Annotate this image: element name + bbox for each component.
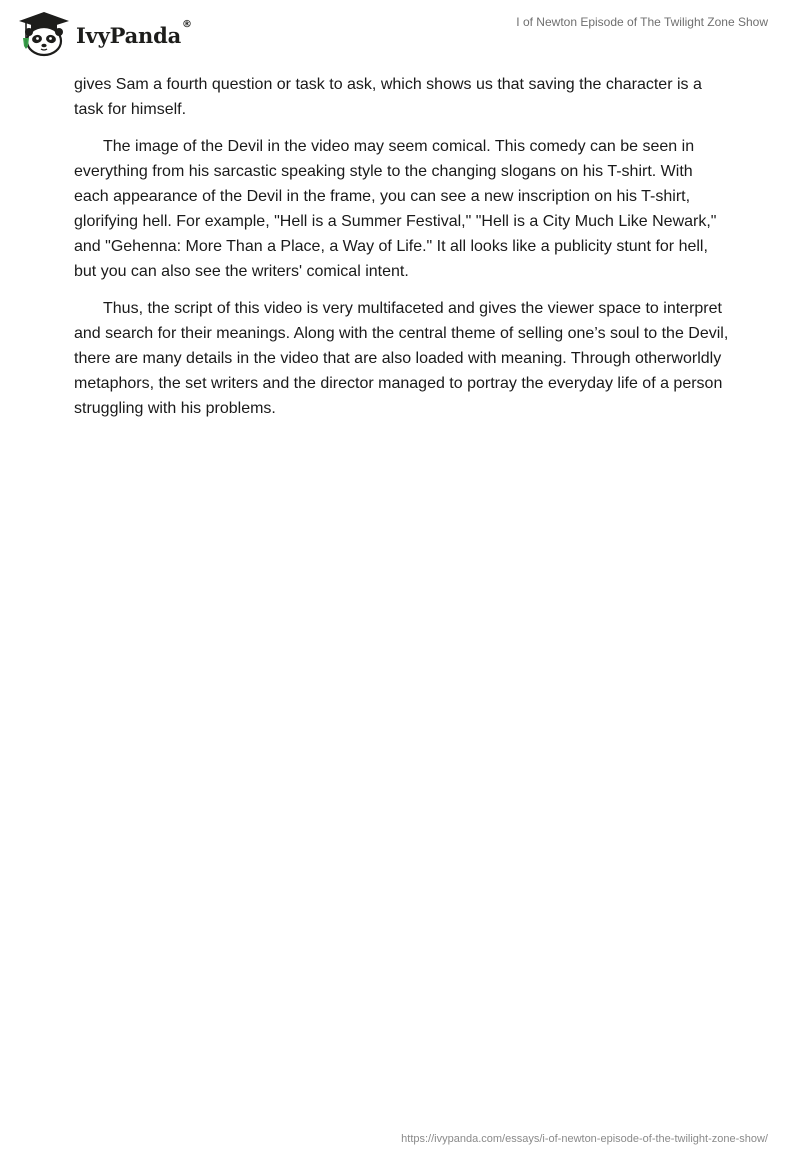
brand-name-text: IvyPanda	[76, 22, 182, 48]
panda-graduation-cap-icon	[14, 8, 74, 58]
ivypanda-logo[interactable]	[14, 8, 192, 58]
paragraph-continued: gives Sam a fourth question or task to ask, which shows us that saving the character is a task for himself.	[74, 76, 702, 118]
page-header	[0, 0, 800, 64]
paragraph-devil-image: The image of the Devil in the video may seem comical. This comedy can be seen in everything from his sarcastic speaking style to the changing slogans on his T-shirt. With each appearance of the Devil in the frame, you can see a new inscription on his T-shirt, glorifying hell. For example, "Hell is a Summer Festival," "Hell is a City Much Like Newark," and "Gehenna: More Than a Place, a Way of Life." It all looks like a publicity stunt for hell, but you can also see the writers' comical intent.	[74, 138, 717, 280]
paragraph-conclusion: Thus, the script of this video is very multifaceted and gives the viewer space to interpret and search for their meanings. Along with the central theme of selling one’s soul to the Devil, there are many details in the video that are also loaded with meaning. Through otherworldly metaphors, the set writers and the director managed to portray the everyday life of a person struggling with his problems.	[74, 300, 729, 417]
registered-mark: ®	[182, 18, 192, 30]
essay-body	[74, 72, 730, 433]
brand-name	[76, 18, 192, 48]
source-url-link[interactable]: https://ivypanda.com/essays/i-of-newton-episode-of-the-twilight-zone-show/	[401, 1133, 768, 1145]
running-title: I of Newton Episode of The Twilight Zone Show	[516, 15, 768, 29]
